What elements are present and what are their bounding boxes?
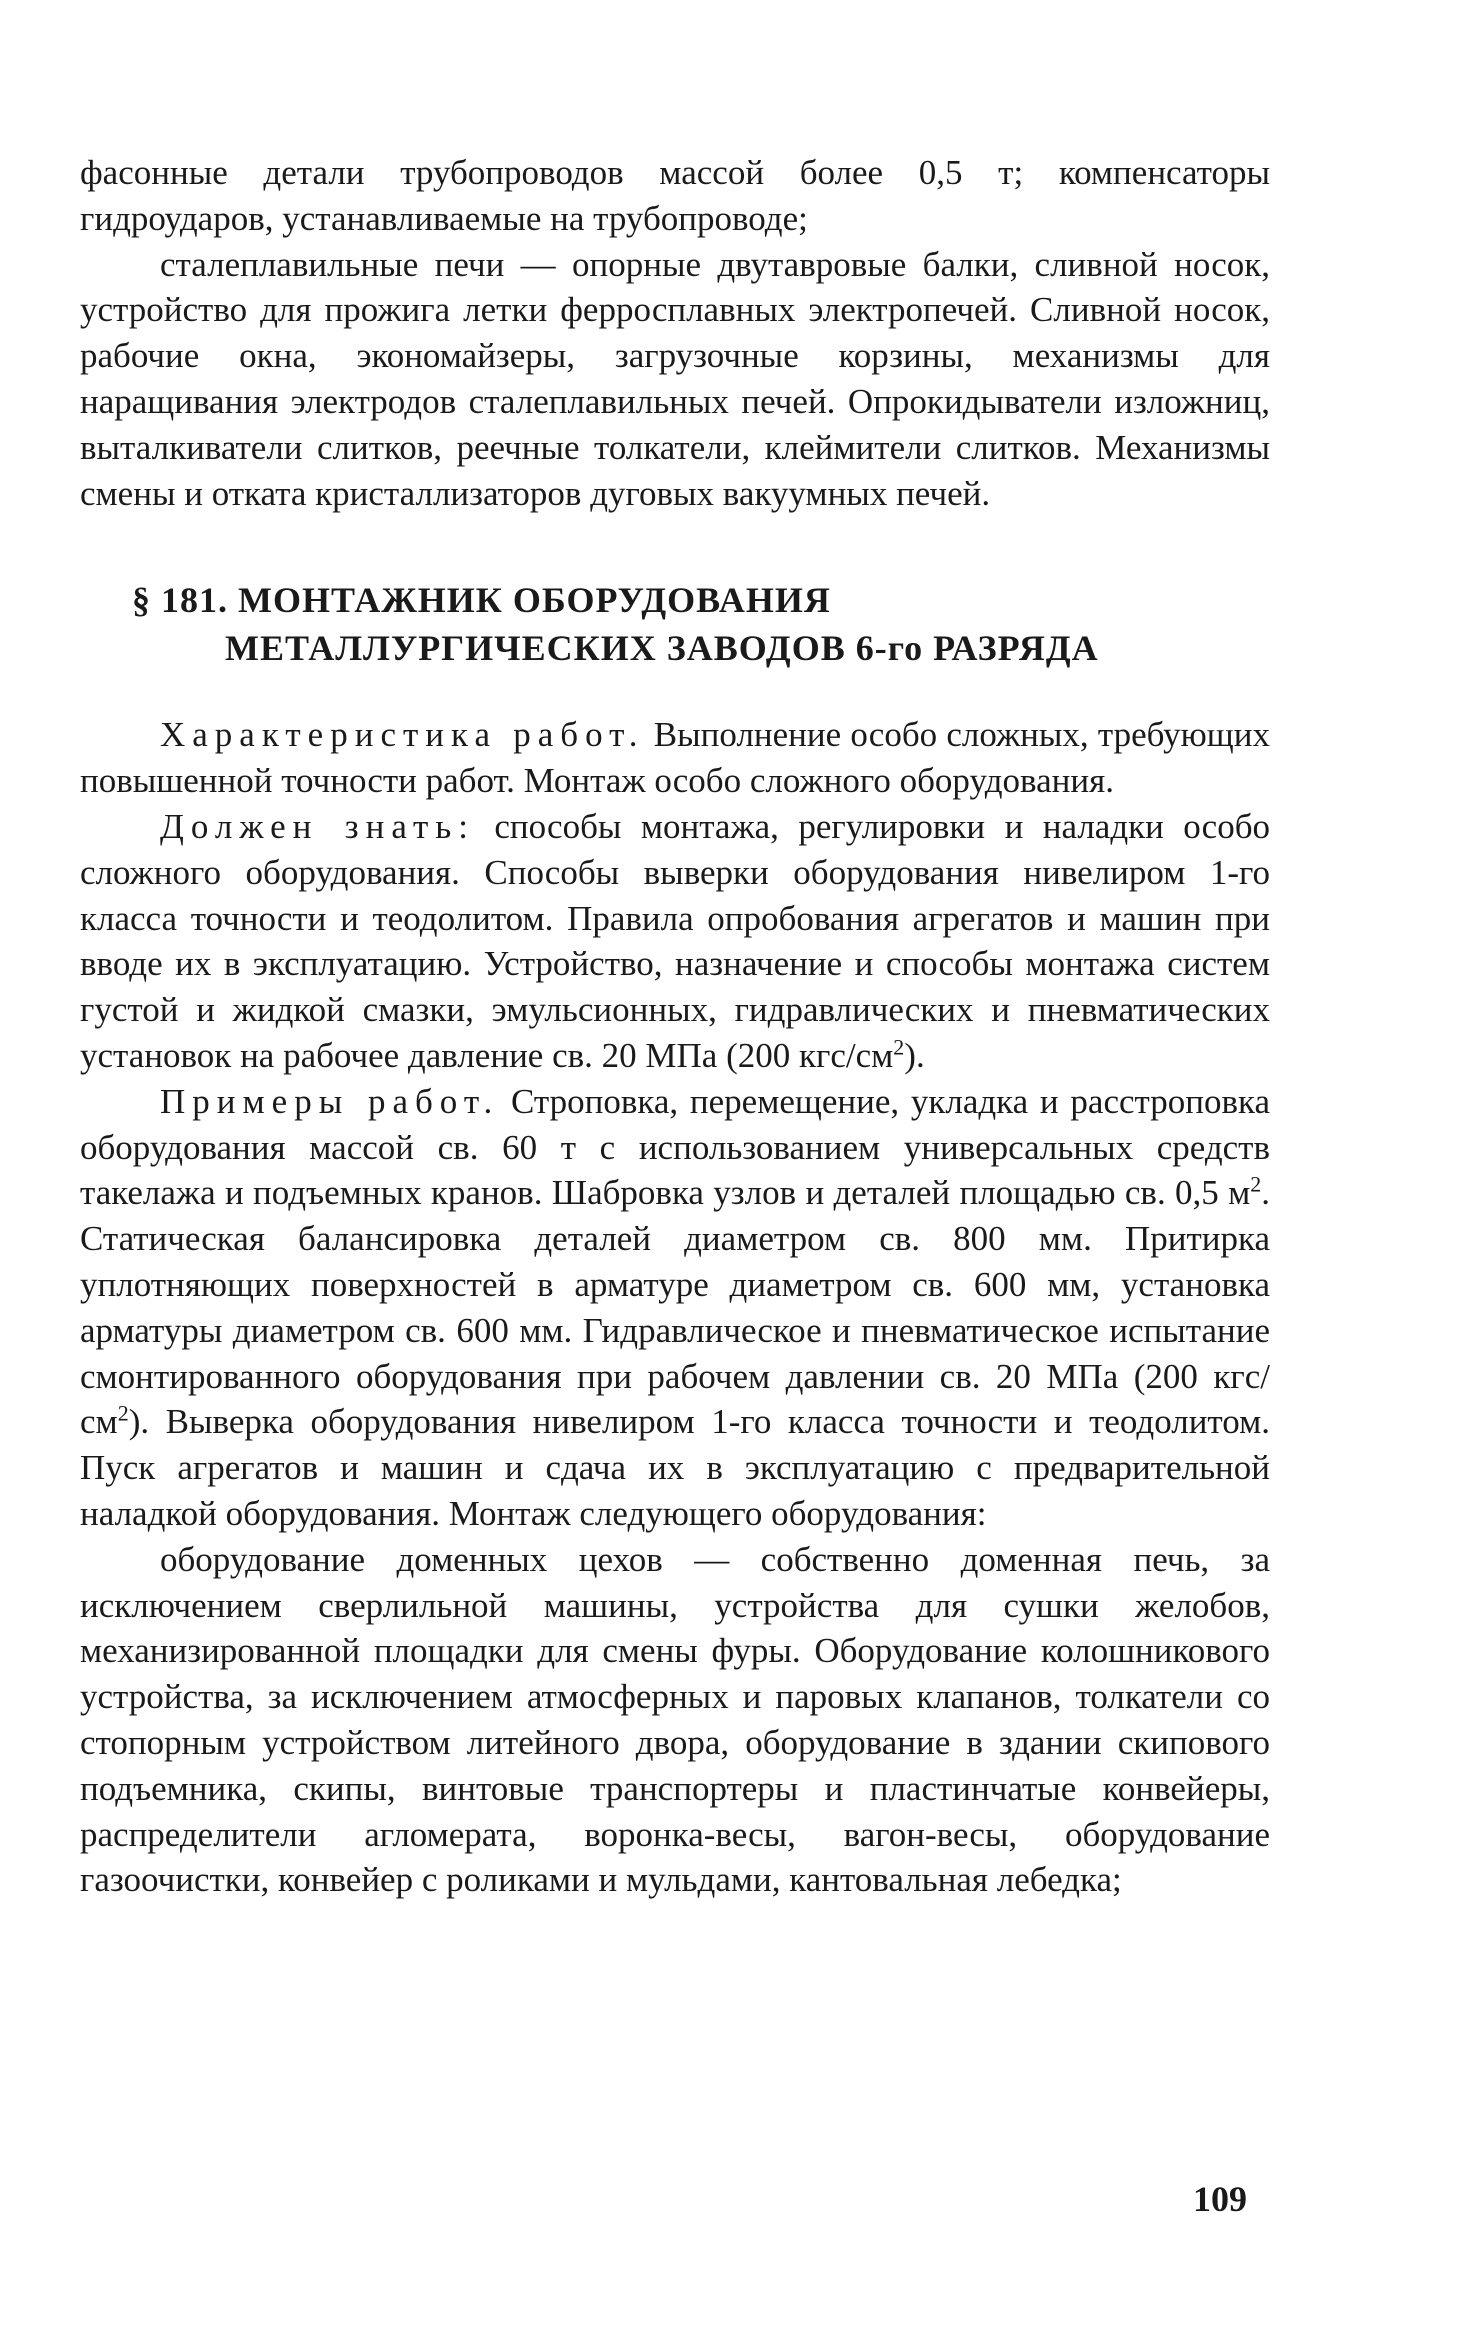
- must-know-text: способы монтажа, регулировки и наладки особо сложного оборудования. Способы выверки оборудования нивелиром 1-го класса точности и теодолитом. Правила опробования агрегатов и машин при вводе их в эксплуатацию. Устройство, назначение и способы монтажа систем густой и жидкой смазки, эмульсионных, гидравлических и пневматических установок на рабочее давление св. 20 МПа (200 кгс/см: [80, 806, 1271, 1075]
- page-number: 109: [1193, 2179, 1247, 2219]
- section-heading-line2: МЕТАЛЛУРГИЧЕСКИХ ЗАВОДОВ 6-го РАЗРЯДА: [225, 628, 1099, 669]
- examples-text-c: ). Выверка оборудования нивелиром 1-го класса точности и теодолитом. Пуск агрегатов и машин и сдача их в эксплуатацию с предварительной наладкой оборудования. Монтаж следующего оборудования:: [80, 1402, 1270, 1533]
- examples-superscript-2: 2: [117, 1400, 129, 1426]
- examples-label: Примеры работ.: [160, 1081, 500, 1121]
- must-know-superscript: 2: [893, 1034, 905, 1060]
- examples-text-b: . Статическая балансировка деталей диаметром св. 800 мм. Притирка уплотняющих поверхностей в арматуре диаметром св. 600 мм, установка арматуры диаметром св. 600 мм. Гидравлическое и пневматическое испытание смонтированного оборудования при рабочем давлении св. 20 МПа (200 кгс/см: [80, 1173, 1270, 1442]
- paragraph-characteristic: [80, 712, 1270, 804]
- examples-text-a: Строповка, перемещение, укладка и расстроповка оборудования массой св. 60 т с использованием универсальных средств такелажа и подъемных кранов. Шабровка узлов и деталей площадью св. 0,5 м: [80, 1081, 1271, 1213]
- paragraph-examples: [80, 1079, 1270, 1537]
- paragraph-blast-furnace: оборудование доменных цехов — собственно доменная печь, за исключением сверлильной машины, устройства для сушки желобов, механизированной площадки для смены фуры. Оборудование колошникового устройства, за исключением атмосферных и паровых клапанов, толкатели со стопорным устройством литейного двора, оборудование в здании скипового подъемника, скипы, винтовые транспортеры и пластинчатые конвейеры, распределители агломерата, воронка-весы, вагон-весы, оборудование газоочистки, конвейер с роликами и мульдами, кантовальная лебедка;: [80, 1539, 1270, 1900]
- section-heading: [80, 576, 1270, 672]
- paragraph-must-know: [80, 804, 1270, 1079]
- must-know-label: Должен знать:: [160, 806, 475, 846]
- paragraph-steel-furnaces: сталеплавильные печи — опорные двутавровые балки, сливной носок, устройство для прожига летки ферросплавных электропечей. Сливной носок, рабочие окна, экономайзеры, загрузочные корзины, механизмы для наращивания электродов сталеплавильных печей. Опрокидыватели изложниц, выталкиватели слитков, реечные толкатели, клеймители слитков. Механизмы смены и отката кристаллизаторов дуговых вакуумных печей.: [80, 244, 1270, 513]
- characteristic-text: Выполнение особо сложных, требующих повышенной точности работ. Монтаж особо сложного оборудования.: [80, 715, 1270, 801]
- section-heading-line1: § 181. МОНТАЖНИК ОБОРУДОВАНИЯ: [132, 580, 831, 621]
- document-page: [80, 150, 1270, 1903]
- must-know-end: ).: [904, 1035, 925, 1075]
- examples-superscript-1: 2: [1250, 1171, 1262, 1197]
- paragraph-pipeline-parts: фасонные детали трубопроводов массой более 0,5 т; компенсаторы гидроударов, устанавливаемые на трубопроводе;: [80, 153, 1270, 238]
- characteristic-label: Характеристика работ.: [160, 715, 645, 755]
